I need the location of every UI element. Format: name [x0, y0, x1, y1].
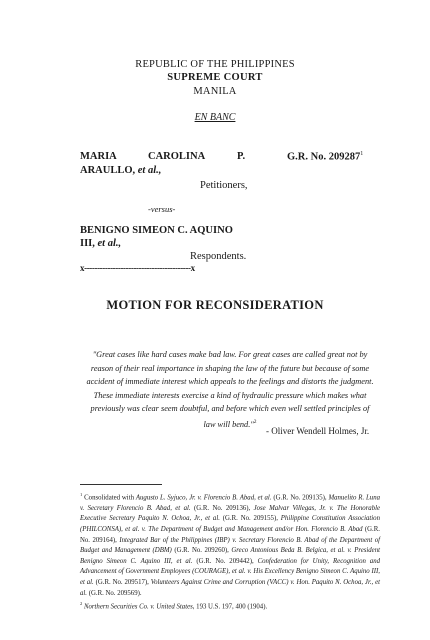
- fn1-case-j: Integrated Bar of the Philippines (IBP) v. Secretary Florencio B. Abad of the Department of Budget and Management (DBM): [80, 536, 381, 555]
- division-heading: EN BANC: [194, 112, 236, 123]
- versus-label: -versus-: [148, 204, 176, 214]
- fn1-text-o: (G.R. No. 209517),: [93, 579, 151, 587]
- document-title: MOTION FOR RECONSIDERATION: [106, 298, 324, 312]
- petitioner-middle-name: CAROLINA: [148, 151, 206, 162]
- petitioner-surname: [80, 165, 161, 176]
- petitioner-initial: P.: [237, 151, 246, 162]
- petitioner-first-name: MARIA: [80, 151, 117, 162]
- footnote-1: [80, 490, 380, 599]
- epigraph-text: "Great cases like hard cases make bad law. For great cases are called great not by reason of their real importance in shaping the law of the future but because of some accident of immediate interest which appeals to the feelings and distorts the judgment. These immediate interests exercise a kind of hydraulic pressure which makes what previously was clear seem doubtful, and before which even well settled principles of law will bend.": [86, 350, 374, 429]
- fn2-citation: , 193 U.S. 197, 400 (1904).: [192, 603, 268, 611]
- petitioner-etal: et al.,: [137, 165, 162, 176]
- epigraph-quote: [84, 348, 376, 431]
- footnote-2-mark: 2: [80, 601, 83, 607]
- respondent-etal: et al.,: [97, 238, 122, 249]
- respondent-name-cont: [80, 238, 121, 249]
- city-heading: MANILA: [193, 86, 237, 97]
- fn1-case-d: Manuelito R. Luna v. Secretary Florencio B. Abad, et al.: [80, 494, 381, 512]
- fn1-case-p: Volunteers Against Crime and Corruption (VACC) v. Hon. Paquito N. Ochoa, Jr., et al.: [80, 579, 381, 597]
- respondent-name: BENIGNO SIMEON C. AQUINO: [80, 225, 233, 236]
- fn1-text-e: (G.R. No. 209136),: [190, 504, 254, 512]
- fn1-text-g: (G.R. No. 209155),: [219, 515, 281, 523]
- footnote-2: [80, 599, 380, 613]
- fn1-text-i: (G.R. No. 209164),: [80, 526, 380, 544]
- petitioners-label: Petitioners,: [200, 180, 248, 191]
- fn1-text-k: (G.R. No. 209260),: [171, 547, 232, 555]
- fn1-case-f: Jose Malvar Villegas, Jr. v. The Honorable Executive Secretary Paquito N. Ochoa, Jr., et al.: [80, 504, 381, 523]
- fn2-case: Northern Securities Co. v. United States: [83, 603, 193, 611]
- case-number-text: G.R. No. 209287: [287, 151, 361, 163]
- fn1-text-q: (G.R. No. 209569).: [87, 589, 142, 597]
- fn1-case-l: Greco Antonious Beda B. Belgica, et al. v. President Benigno Simeon C. Aquino III, et al.: [80, 547, 380, 565]
- case-number: [287, 151, 363, 163]
- fn1-case-a: Augusto L. Syjuco, Jr. v. Florencio B. Abad, et al.: [135, 494, 272, 502]
- respondent-suffix: III,: [80, 238, 95, 249]
- republic-heading: REPUBLIC OF THE PHILIPPINES: [135, 59, 295, 70]
- footnote-divider: [80, 484, 162, 485]
- respondents-label: Respondents.: [190, 251, 247, 262]
- footnote-1-mark: 1: [80, 492, 83, 497]
- fn1-case-h: Philippine Constitution Association (PHILCONSA), et al. v. The Department of Budget and Management and/or Hon. Florencio B. Abad: [80, 515, 380, 534]
- court-heading: SUPREME COURT: [167, 72, 263, 83]
- footnotes: [80, 490, 380, 613]
- petitioner-last-name: ARAULLO,: [80, 165, 136, 176]
- fn1-text-a: Consolidated with: [84, 494, 136, 502]
- epigraph-attribution: - Oliver Wendell Holmes, Jr.: [266, 426, 370, 436]
- fn1-text-m: (G.R. No. 209442),: [192, 557, 258, 565]
- caption-separator: x-----------------------------------------x: [80, 263, 195, 273]
- case-footnote-mark: 1: [360, 151, 364, 157]
- fn1-text-c: (G.R. No. 209135),: [271, 494, 329, 502]
- epigraph-footnote-mark: 2: [253, 418, 257, 425]
- fn1-case-n: Confederation for Unity, Recognition and Advancement of Government Employees (COURAGE), et al. v. His Excellency Benigno Simeon C. Aquino III, et al.: [80, 557, 380, 587]
